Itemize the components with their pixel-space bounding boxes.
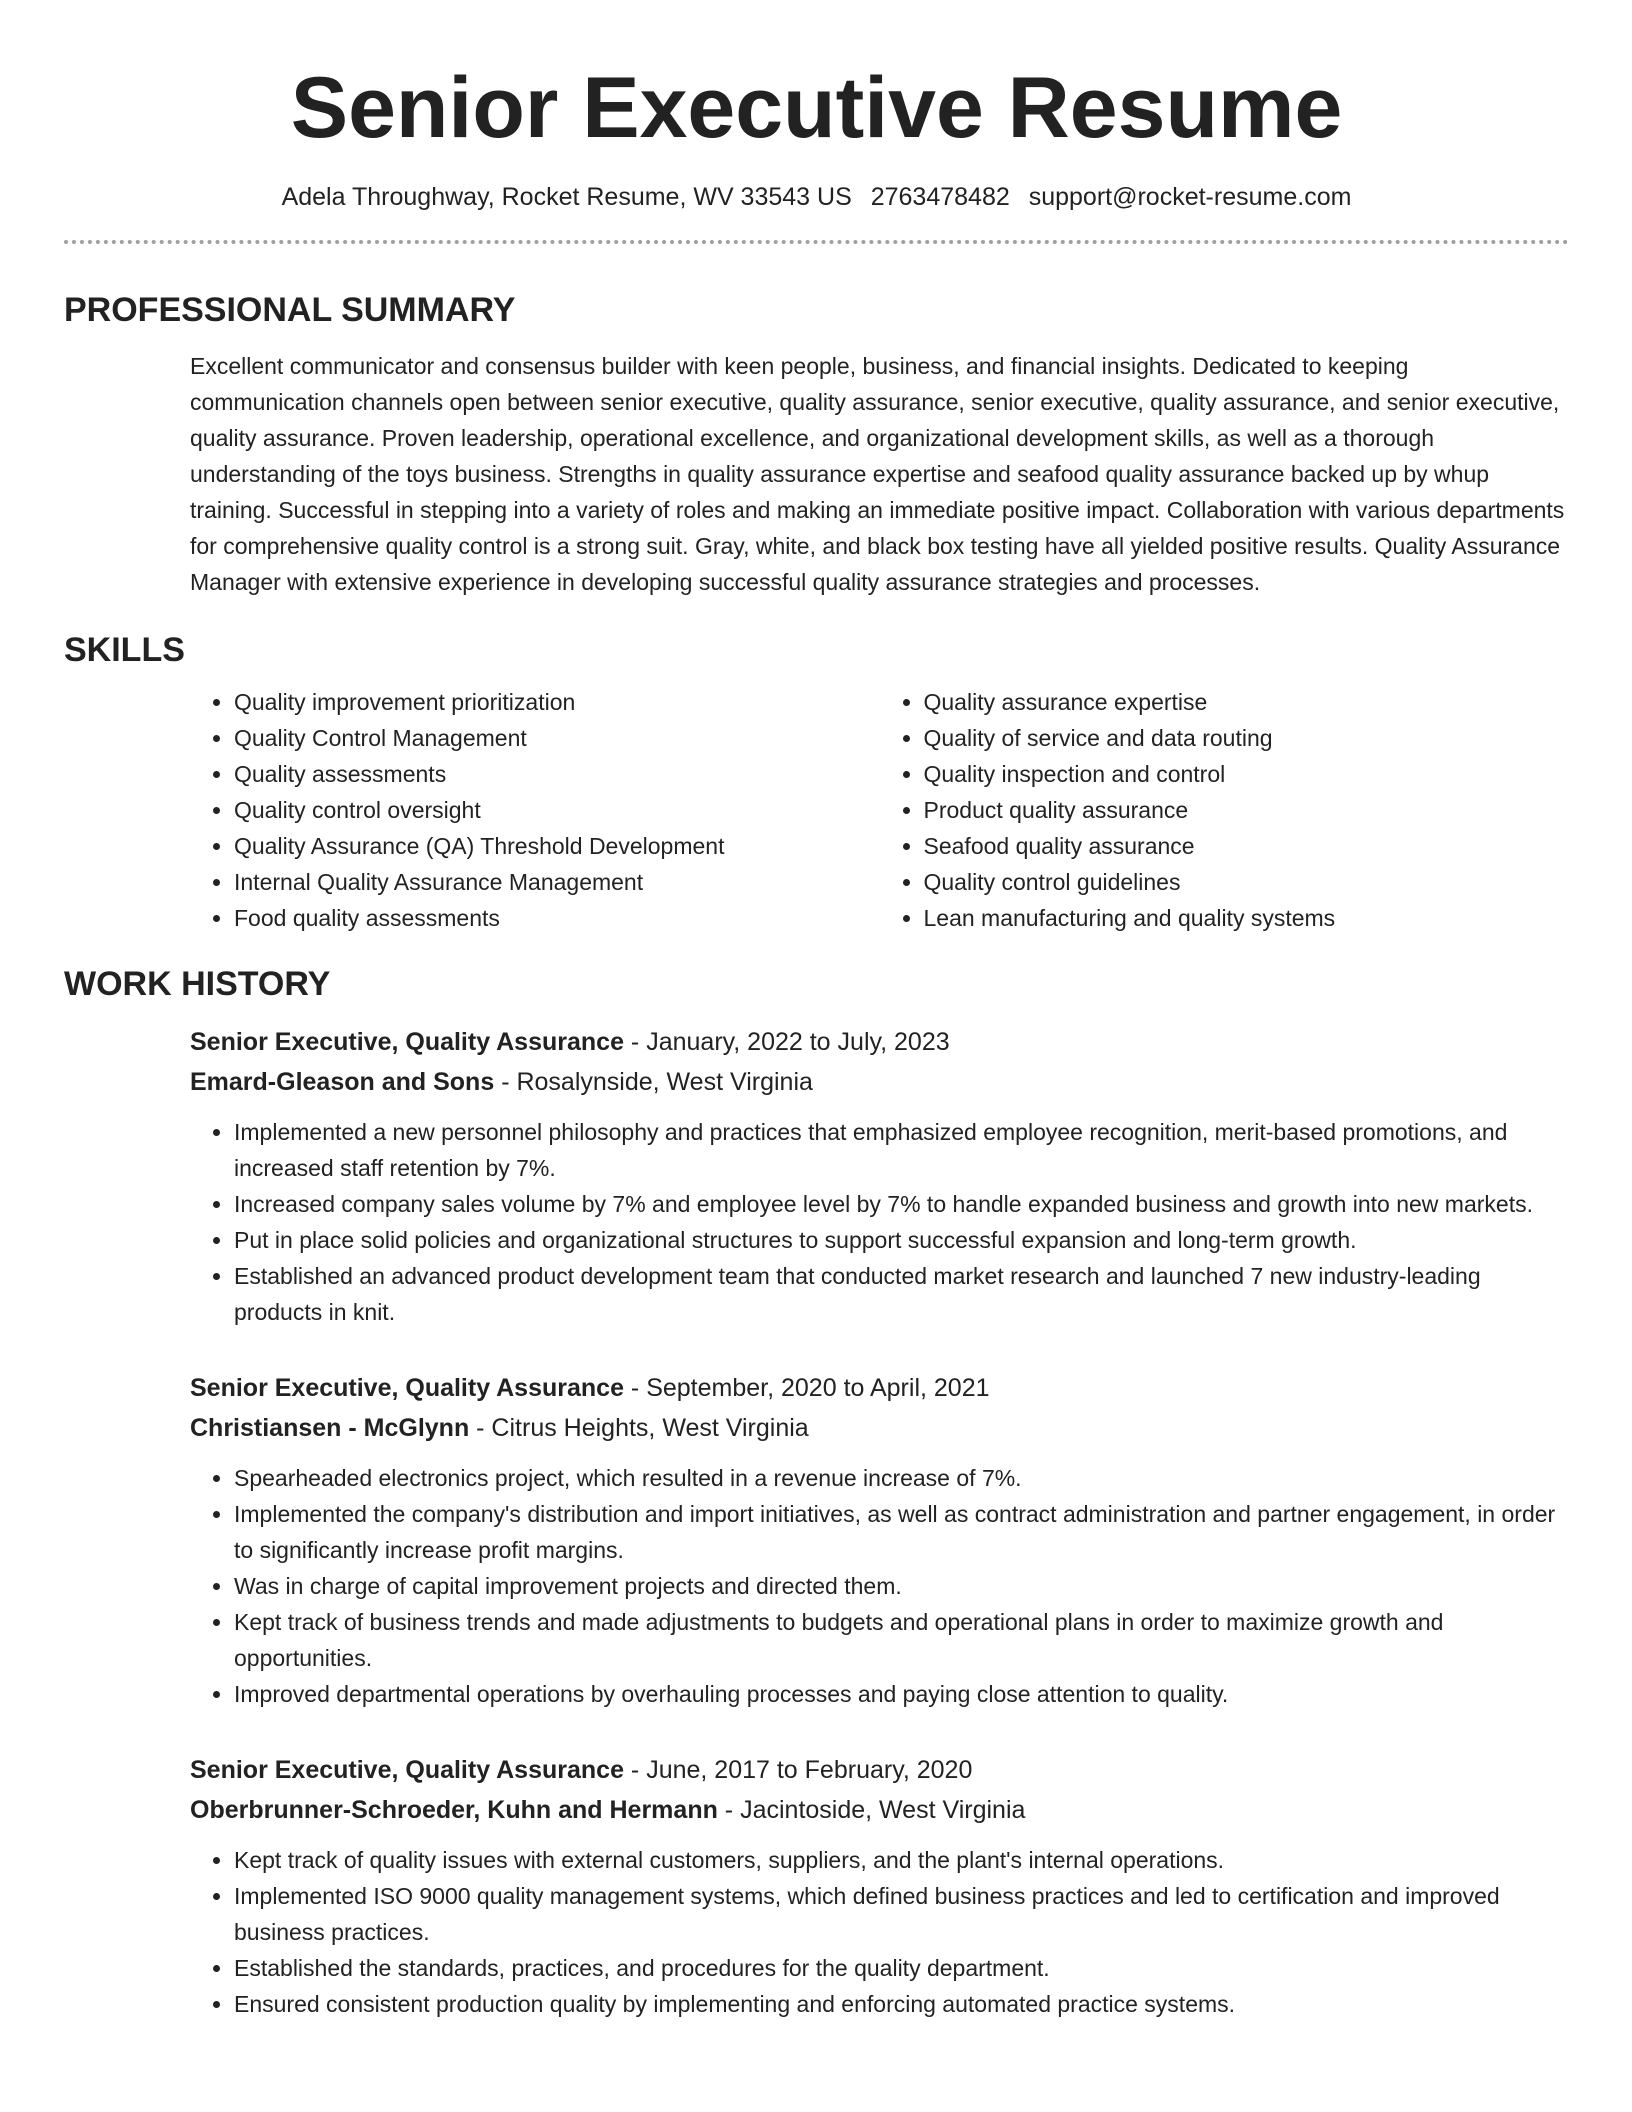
- contact-line: [64, 180, 1569, 214]
- skill-item: • Quality Control Management: [234, 720, 880, 756]
- job-role: Senior Executive, Quality Assurance: [190, 1028, 624, 1056]
- skill-item: • Quality control guidelines: [924, 864, 1570, 900]
- job-title-line: [190, 1750, 1569, 1790]
- job-entry: [190, 1022, 1569, 1330]
- skill-item: • Quality inspection and control: [924, 756, 1570, 792]
- skills-heading: SKILLS: [64, 631, 185, 669]
- skill-item: • Quality Assurance (QA) Threshold Development: [234, 828, 880, 864]
- job-title-line: [190, 1368, 1569, 1408]
- skill-item: • Quality of service and data routing: [924, 720, 1570, 756]
- skills-list: [190, 684, 1569, 936]
- job-bullet: • Put in place solid policies and organizational structures to support successful expansion and long-term growth.: [234, 1222, 1569, 1258]
- skills-column-left: [190, 684, 880, 936]
- skill-item: • Quality control oversight: [234, 792, 880, 828]
- skill-item: • Quality assessments: [234, 756, 880, 792]
- job-bullet: • Implemented the company's distribution and import initiatives, as well as contract administration and partner engagement, in order to significantly increase profit margins.: [234, 1496, 1569, 1568]
- job-bullets: [190, 1460, 1569, 1712]
- resume-title: Senior Executive Resume: [290, 60, 1343, 156]
- job-bullet: • Spearheaded electronics project, which resulted in a revenue increase of 7%.: [234, 1460, 1569, 1496]
- skill-item: • Seafood quality assurance: [924, 828, 1570, 864]
- job-bullets: [190, 1842, 1569, 2022]
- job-entry: [190, 1750, 1569, 2022]
- skill-item: • Product quality assurance: [924, 792, 1570, 828]
- header-divider: [64, 240, 1569, 244]
- job-location: - Citrus Heights, West Virginia: [469, 1414, 809, 1442]
- job-bullet: • Ensured consistent production quality by implementing and enforcing automated practice systems.: [234, 1986, 1569, 2022]
- skill-item: • Internal Quality Assurance Management: [234, 864, 880, 900]
- job-bullets: [190, 1114, 1569, 1330]
- job-role: Senior Executive, Quality Assurance: [190, 1756, 624, 1784]
- job-location: - Rosalynside, West Virginia: [494, 1068, 813, 1096]
- job-title-line: [190, 1022, 1569, 1062]
- job-dates: - September, 2020 to April, 2021: [623, 1374, 990, 1402]
- job-company: Christiansen - McGlynn: [190, 1414, 470, 1442]
- contact-email[interactable]: support@rocket-resume.com: [1028, 183, 1352, 211]
- summary-text: Excellent communicator and consensus builder with keen people, business, and financial insights. Dedicated to keeping communication channels open between senior executive, quality assurance, senior executive, quality assurance, and senior executive, quality assurance. Proven leadership, operational excellence, and organizational development skills, as well as a thorough understanding of the toys business. Strengths in quality assurance expertise and seafood quality assurance backed up by whup training. Successful in stepping into a variety of roles and making an immediate positive impact. Collaboration with various departments for comprehensive quality control is a strong suit. Gray, white, and black box testing have all yielded positive results. Quality Assurance Manager with extensive experience in developing successful quality assurance strategies and processes.: [190, 353, 1565, 595]
- job-bullet: • Established an advanced product development team that conducted market research and launched 7 new industry-leading products in knit.: [234, 1258, 1569, 1330]
- job-bullet: • Kept track of business trends and made adjustments to budgets and operational plans in order to maximize growth and opportunities.: [234, 1604, 1569, 1676]
- job-location: - Jacintoside, West Virginia: [717, 1796, 1026, 1824]
- job-dates: - June, 2017 to February, 2020: [623, 1756, 973, 1784]
- resume-page: [64, 0, 1569, 2022]
- job-role: Senior Executive, Quality Assurance: [190, 1374, 624, 1402]
- skill-item: • Quality assurance expertise: [924, 684, 1570, 720]
- job-company-line: [190, 1062, 1569, 1102]
- job-bullet: • Improved departmental operations by overhauling processes and paying close attention to quality.: [234, 1676, 1569, 1712]
- job-bullet: • Was in charge of capital improvement projects and directed them.: [234, 1568, 1569, 1604]
- job-company-line: [190, 1790, 1569, 1830]
- contact-phone[interactable]: 2763478482: [870, 183, 1010, 211]
- job-bullet: • Increased company sales volume by 7% and employee level by 7% to handle expanded business and growth into new markets.: [234, 1186, 1569, 1222]
- job-entry: [190, 1368, 1569, 1712]
- job-company-line: [190, 1408, 1569, 1448]
- job-company: Oberbrunner-Schroeder, Kuhn and Hermann: [190, 1796, 718, 1824]
- job-bullet: • Kept track of quality issues with external customers, suppliers, and the plant's internal operations.: [234, 1842, 1569, 1878]
- job-bullet: • Implemented ISO 9000 quality management systems, which defined business practices and led to certification and improved business practices.: [234, 1878, 1569, 1950]
- skill-item: • Quality improvement prioritization: [234, 684, 880, 720]
- summary-heading: PROFESSIONAL SUMMARY: [64, 291, 516, 329]
- job-bullet: • Implemented a new personnel philosophy and practices that emphasized employee recognition, merit-based promotions, and increased staff retention by 7%.: [234, 1114, 1569, 1186]
- work-history-heading: WORK HISTORY: [64, 965, 331, 1003]
- job-company: Emard-Gleason and Sons: [190, 1068, 495, 1096]
- skill-item: • Lean manufacturing and quality systems: [924, 900, 1570, 936]
- job-dates: - January, 2022 to July, 2023: [623, 1028, 950, 1056]
- job-bullet: • Established the standards, practices, and procedures for the quality department.: [234, 1950, 1569, 1986]
- skill-item: • Food quality assessments: [234, 900, 880, 936]
- skills-column-right: [880, 684, 1570, 936]
- contact-address: Adela Throughway, Rocket Resume, WV 33543 US: [281, 183, 852, 211]
